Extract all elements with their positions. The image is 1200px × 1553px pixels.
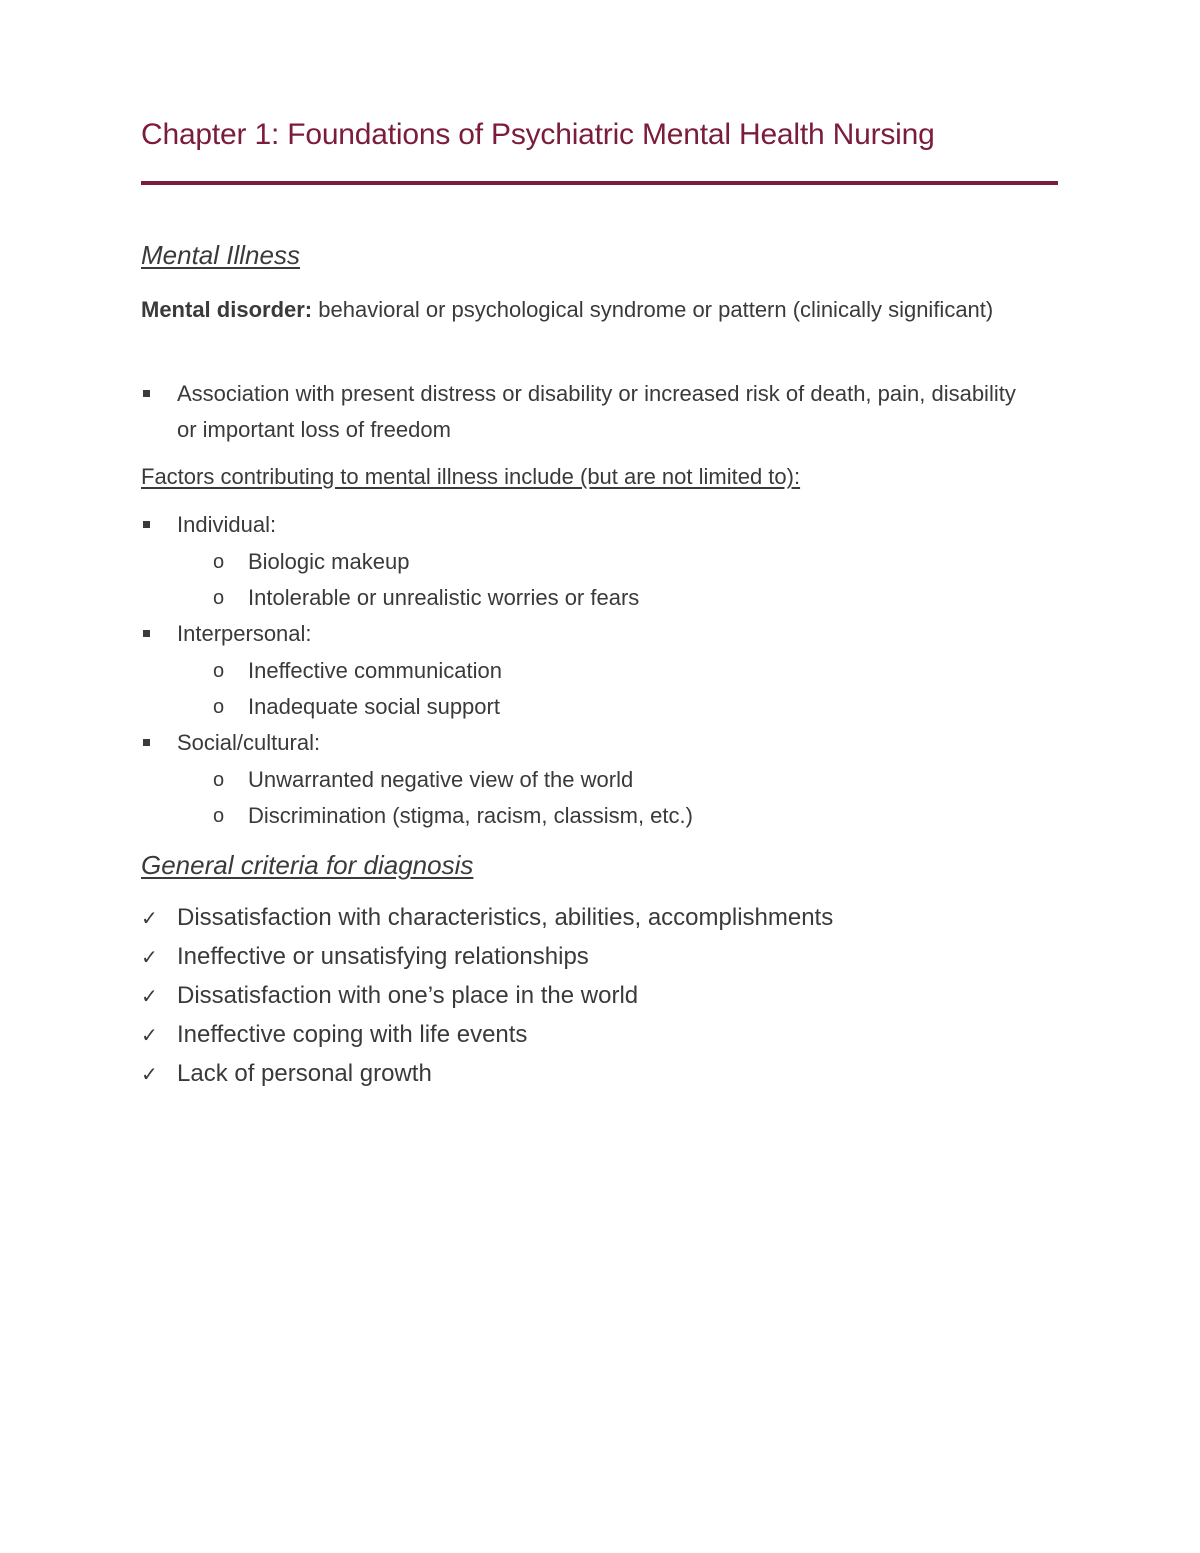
factor-subitem <box>141 580 1041 616</box>
factor-subitem-text: Discrimination (stigma, racism, classism, etc.) <box>248 803 693 828</box>
circle-bullet-icon: o <box>213 551 225 573</box>
square-bullet-icon <box>143 739 150 746</box>
criteria-text: Lack of personal growth <box>177 1060 432 1087</box>
definition-term: Mental disorder: <box>141 297 313 322</box>
criteria-item <box>141 1055 1041 1093</box>
square-bullet-icon <box>143 390 150 397</box>
checkmark-icon: ✓ <box>141 906 158 930</box>
square-bullet-icon <box>143 521 150 528</box>
circle-bullet-icon: o <box>213 660 225 682</box>
factor-subitem-text: Unwarranted negative view of the world <box>248 767 634 792</box>
checkmark-icon: ✓ <box>141 1023 158 1047</box>
factor-item <box>141 507 1041 543</box>
title-divider <box>141 181 1058 185</box>
circle-bullet-icon: o <box>213 805 225 827</box>
circle-bullet-icon: o <box>213 696 225 718</box>
factor-label: Social/cultural: <box>177 730 321 755</box>
checkmark-icon: ✓ <box>141 945 158 969</box>
factor-subitem-text: Inadequate social support <box>248 694 500 719</box>
criteria-item <box>141 1016 1041 1054</box>
factor-label: Individual: <box>177 512 277 537</box>
criteria-item <box>141 977 1041 1015</box>
factor-subitem <box>141 689 1041 725</box>
factors-heading: Factors contributing to mental illness include (but are not limited to): <box>141 464 801 489</box>
criteria-text: Ineffective coping with life events <box>177 1021 528 1048</box>
mental-disorder-definition <box>141 292 1021 328</box>
page-title: Chapter 1: Foundations of Psychiatric Mental Health Nursing <box>141 118 935 151</box>
criteria-text: Dissatisfaction with one’s place in the world <box>177 982 639 1009</box>
factor-item <box>141 725 1041 761</box>
factor-subitem <box>141 653 1041 689</box>
square-bullet-icon <box>143 630 150 637</box>
circle-bullet-icon: o <box>213 587 225 609</box>
factor-subitem <box>141 544 1041 580</box>
factor-subitem <box>141 762 1041 798</box>
bullet-text: Association with present distress or disability or increased risk of death, pain, disability or important loss of freedom <box>177 381 1016 442</box>
factor-subitem-text: Intolerable or unrealistic worries or fears <box>248 585 640 610</box>
checkmark-icon: ✓ <box>141 1062 158 1086</box>
criteria-text: Ineffective or unsatisfying relationships <box>177 943 589 970</box>
definition-text: behavioral or psychological syndrome or pattern (clinically significant) <box>312 297 994 322</box>
criteria-item <box>141 938 1041 976</box>
factor-item <box>141 616 1041 652</box>
factor-subitem <box>141 798 1041 834</box>
criteria-item <box>141 899 1041 937</box>
factor-subitem-text: Biologic makeup <box>248 549 410 574</box>
checkmark-icon: ✓ <box>141 984 158 1008</box>
factor-label: Interpersonal: <box>177 621 312 646</box>
section-heading-mental-illness: Mental Illness <box>141 240 300 270</box>
factor-subitem-text: Ineffective communication <box>248 658 502 683</box>
section-heading-diagnosis: General criteria for diagnosis <box>141 850 474 880</box>
circle-bullet-icon: o <box>213 769 225 791</box>
criteria-text: Dissatisfaction with characteristics, abilities, accomplishments <box>177 904 834 931</box>
